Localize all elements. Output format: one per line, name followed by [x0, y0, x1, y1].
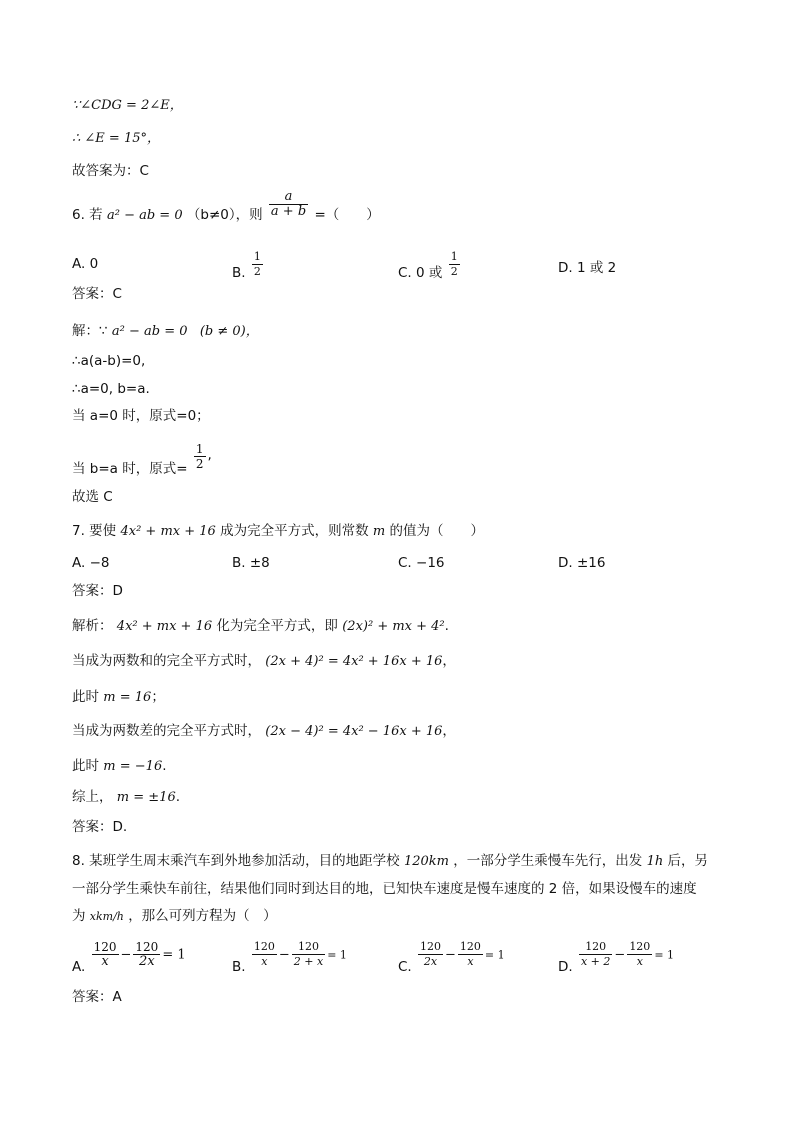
solution-prefix: 解：∵: [72, 323, 108, 339]
fraction-numerator: 120: [629, 940, 651, 953]
option-label: A.: [72, 958, 86, 975]
question-8-line-3: [72, 907, 277, 926]
q7-solution-line-1: [72, 617, 449, 636]
q8-option-c: C. $\frac{120}{2x}$ − $\frac{120}{x}$ = 1: [398, 940, 505, 975]
fraction-denominator: x + 2: [580, 955, 611, 968]
question-text: ，一部分学生乘慢车先行，出发: [453, 853, 643, 869]
math-expression: a² − ab = 0: [106, 208, 183, 223]
fraction-numerator: 1: [195, 441, 204, 456]
q7-option-d: D. ±16: [558, 555, 606, 571]
math-quantity: xkm/h: [89, 910, 124, 923]
fraction: [92, 940, 119, 969]
q6-solution-line-3: ∴a=0, b=a.: [72, 381, 150, 397]
fraction-numerator: a: [269, 190, 308, 205]
q6-option-c: [398, 250, 462, 279]
equation-rhs: = 1: [654, 948, 675, 962]
q6-solution-line-6: 故选 C: [72, 489, 113, 505]
fraction: [194, 442, 206, 471]
fraction-numerator: 120: [93, 940, 117, 954]
q8-option-a: A. $\frac{120}{x}$ − $\frac{120}{2x}$ = 1: [72, 940, 186, 975]
solution-text: 综上，: [72, 789, 113, 805]
question-number: 7. 要使: [72, 523, 117, 539]
punctuation: .: [162, 758, 167, 774]
question-text: 后，另: [667, 853, 709, 869]
q7-solution-line-6: [72, 788, 180, 807]
punctuation: ；: [151, 689, 165, 705]
fraction-denominator: 2 + x: [293, 955, 324, 968]
question-tail: 的值为（ ）: [389, 523, 485, 539]
solution-text: 当成为两数和的完全平方式时，: [72, 653, 261, 669]
option-label: C. 0 或: [398, 264, 443, 281]
q7-option-c: C. −16: [398, 555, 445, 571]
fraction-denominator: x: [101, 954, 109, 969]
fraction: [627, 940, 652, 969]
punctuation: ,: [207, 447, 212, 463]
fraction-denominator: 2: [450, 265, 458, 278]
math-expression: m = ±16: [116, 790, 176, 805]
condition-text: (b ≠ 0)，: [199, 324, 259, 339]
question-8-line-2: 一部分学生乘快车前往，结果他们同时到达目的地，已知快车速度是慢车速度的 2 倍，如果设慢车的速度: [72, 881, 697, 897]
q6-option-b: [232, 250, 265, 279]
math-expression: (2x)² + mx + 4²: [342, 619, 445, 634]
equation-rhs: = 1: [484, 948, 505, 962]
option-label: B.: [232, 958, 246, 975]
fraction-numerator: 120: [135, 940, 159, 954]
fraction-denominator: a + b: [270, 203, 307, 219]
math-quantity: 120km: [403, 854, 449, 869]
fraction-numerator: 120: [459, 940, 481, 953]
q6-option-a: A. 0: [72, 256, 99, 272]
fraction-numerator: 120: [420, 940, 442, 953]
fraction-numerator: 1: [253, 250, 261, 263]
math-expression: 4x² + mx + 16: [116, 619, 213, 634]
q8-answer: 答案：A: [72, 989, 122, 1005]
q7-solution-line-7: 答案：D.: [72, 819, 128, 835]
question-text: 8. 某班学生周末乘汽车到外地参加活动，目的地距学校: [72, 853, 400, 869]
q8-option-d: D. $\frac{120}{x + 2}$ − $\frac{120}{x}$ = 1: [558, 940, 675, 975]
question-tail: =（ ）: [314, 207, 380, 223]
fraction-numerator: 120: [253, 940, 275, 953]
answer-line: 故答案为：C: [72, 163, 149, 179]
question-text: 为: [72, 908, 86, 924]
punctuation: ，: [442, 723, 456, 739]
fraction: [418, 940, 443, 969]
question-6-stem: [72, 188, 380, 225]
q7-solution-line-4: [72, 722, 456, 741]
math-expression: a² − ab = 0: [111, 324, 188, 339]
q7-solution-line-3: [72, 688, 165, 707]
q7-option-a: A. −8: [72, 555, 110, 571]
fraction: [449, 250, 460, 279]
fraction: [269, 190, 308, 219]
fraction-numerator: 120: [292, 940, 325, 955]
math-expression: (2x − 4)² = 4x² − 16x + 16: [265, 724, 443, 739]
fraction: [292, 940, 325, 969]
q6-solution-line-4: 当 a=0 时，原式=0；: [72, 408, 210, 424]
equation-rhs: = 1: [327, 948, 347, 962]
fraction-denominator: 2x: [423, 955, 438, 968]
question-tail: ，那么可列方程为（ ）: [128, 908, 277, 924]
punctuation: ，: [442, 653, 456, 669]
solution-prefix: 解析：: [72, 618, 113, 634]
solution-text: 此时: [72, 689, 99, 705]
question-7-stem: [72, 522, 484, 541]
punctuation: .: [444, 618, 449, 634]
equation-rhs: = 1: [162, 947, 186, 963]
math-variable: m: [372, 524, 386, 539]
solution-text: 当 b=a 时，原式=: [72, 461, 188, 477]
option-label: C.: [398, 958, 412, 975]
math-expression: (2x + 4)² = 4x² + 16x + 16: [265, 654, 443, 669]
question-number: 6. 若: [72, 207, 103, 223]
step-angle-relation: ∵∠CDG = 2∠E，: [72, 98, 183, 113]
q6-solution-line-2: ∴a(a-b)=0,: [72, 353, 146, 369]
q6-option-d: D. 1 或 2: [558, 260, 617, 276]
step-angle-result: ∴ ∠E = 15°，: [72, 131, 160, 146]
fraction: [252, 250, 263, 279]
q6-solution-line-1: [72, 322, 259, 341]
fraction-numerator: 1: [450, 250, 458, 263]
question-text: 成为完全平方式，则常数: [220, 523, 369, 539]
solution-text: 此时: [72, 758, 99, 774]
fraction-denominator: x: [467, 955, 474, 968]
fraction: [458, 940, 483, 969]
math-quantity: 1h: [646, 854, 664, 869]
q6-answer: 答案：C: [72, 286, 122, 302]
fraction-denominator: x: [261, 955, 268, 968]
q6-solution-line-5: [72, 441, 212, 478]
fraction-denominator: 2x: [139, 954, 155, 969]
fraction: [133, 940, 160, 969]
fraction-numerator: 120: [579, 940, 612, 955]
question-8-line-1: [72, 852, 708, 871]
q7-option-b: B. ±8: [232, 555, 270, 571]
q7-solution-line-2: [72, 652, 456, 671]
q8-option-b: B. $\frac{120}{x}$ − $\frac{120}{2 + x}$ = 1: [232, 940, 347, 975]
q7-solution-line-5: [72, 757, 167, 776]
fraction-denominator: 2: [195, 456, 204, 471]
fraction-denominator: x: [636, 955, 643, 968]
fraction: [252, 940, 277, 969]
punctuation: .: [175, 789, 181, 805]
fraction: [579, 940, 612, 969]
option-label: B.: [232, 264, 246, 281]
option-label: D.: [558, 958, 573, 975]
q7-answer: 答案：D: [72, 583, 123, 599]
math-expression: m = 16: [103, 690, 152, 705]
condition-text: （b≠0），则: [186, 207, 263, 223]
solution-text: 化为完全平方式，即: [216, 618, 338, 634]
math-expression: m = −16: [103, 759, 163, 774]
solution-text: 当成为两数差的完全平方式时，: [72, 723, 261, 739]
fraction-denominator: 2: [253, 265, 261, 278]
math-expression: 4x² + mx + 16: [120, 524, 216, 539]
